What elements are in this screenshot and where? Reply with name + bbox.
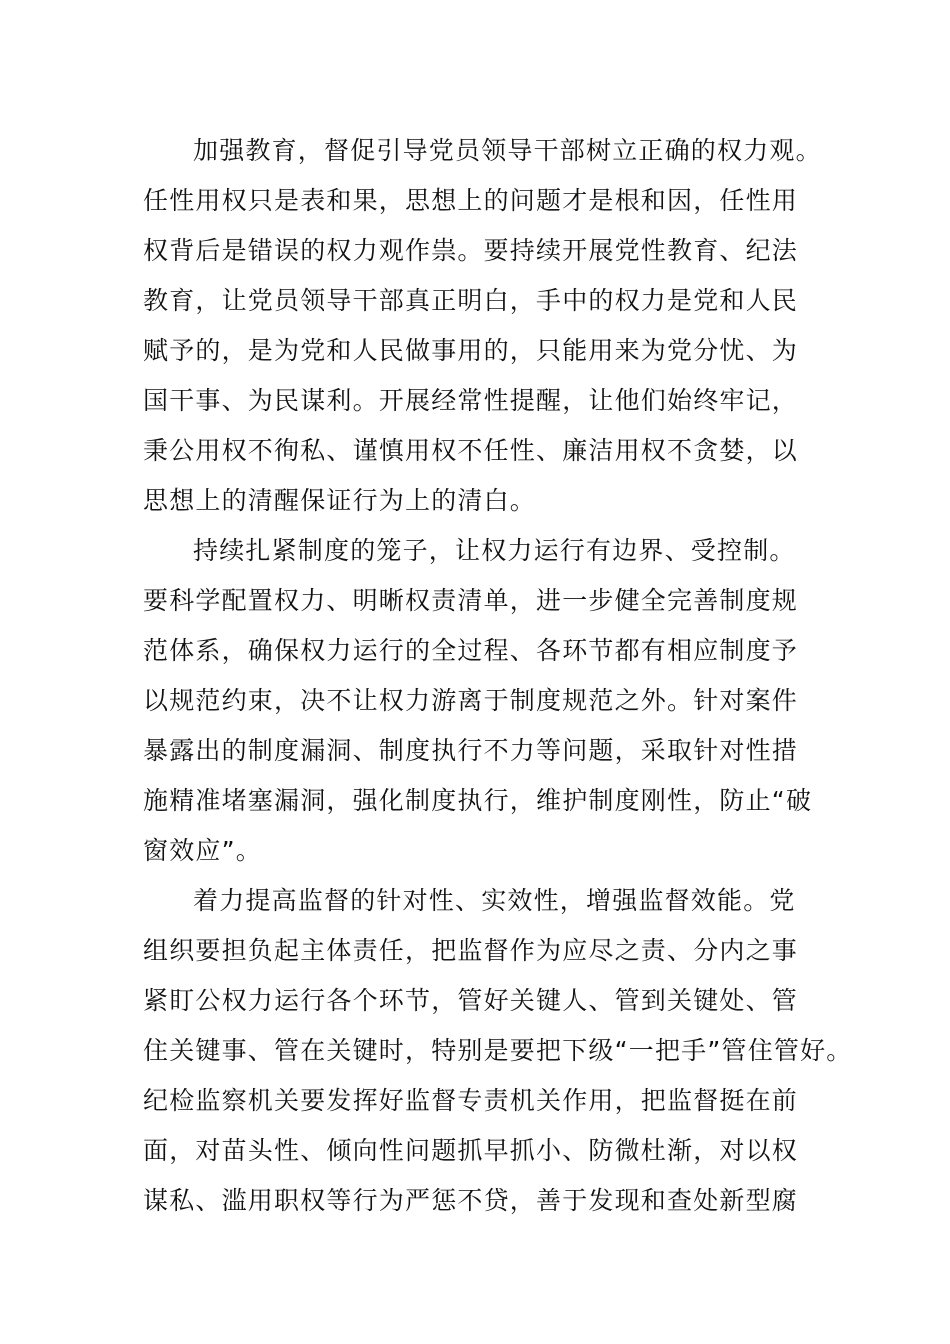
paragraph-power-education: [143, 126, 823, 526]
text-line: 组织要担负起主体责任，把监督作为应尽之责、分内之事: [143, 936, 799, 965]
text-line: 紧盯公权力运行各个环节，管好关键人、管到关键处、管: [143, 986, 799, 1015]
text-line: 赋予的，是为党和人民做事用的，只能用来为党分忧、为: [143, 336, 799, 365]
text-line: 秉公用权不徇私、谨慎用权不任性、廉洁用权不贪婪，以: [143, 436, 799, 465]
text-line: 暴露出的制度漏洞、制度执行不力等问题，采取针对性措: [143, 736, 799, 765]
text-line: 面，对苗头性、倾向性问题抓早抓小、防微杜渐，对以权: [143, 1136, 799, 1165]
text-line: 纪检监察机关要发挥好监督专责机关作用，把监督挺在前: [143, 1086, 799, 1115]
text-line: 以规范约束，决不让权力游离于制度规范之外。针对案件: [143, 686, 799, 715]
paragraph-institutional-cage: [143, 526, 823, 876]
text-line: 权背后是错误的权力观作祟。要持续开展党性教育、纪法: [143, 236, 799, 265]
text-line: 窗效应”。: [143, 836, 262, 865]
text-line: 加强教育，督促引导党员领导干部树立正确的权力观。: [193, 136, 822, 165]
text-line: 教育，让党员领导干部真正明白，手中的权力是党和人民: [143, 286, 799, 315]
text-line: 国干事、为民谋利。开展经常性提醒，让他们始终牢记，: [143, 386, 799, 415]
text-line: 范体系，确保权力运行的全过程、各环节都有相应制度予: [143, 636, 799, 665]
text-line: 任性用权只是表和果，思想上的问题才是根和因，任性用: [143, 186, 799, 215]
text-line: 持续扎紧制度的笼子，让权力运行有边界、受控制。: [193, 536, 796, 565]
text-line: 着力提高监督的针对性、实效性，增强监督效能。党: [193, 886, 796, 915]
text-line: 要科学配置权力、明晰权责清单，进一步健全完善制度规: [143, 586, 799, 615]
text-line: 住关键事、管在关键时，特别是要把下级“一把手”管住管好。: [143, 1036, 853, 1065]
document-body: [143, 126, 853, 1226]
paragraph-supervision-efficacy: [143, 876, 853, 1226]
text-line: 谋私、滥用职权等行为严惩不贷，善于发现和查处新型腐: [143, 1186, 799, 1215]
text-line: 施精准堵塞漏洞，强化制度执行，维护制度刚性，防止“破: [143, 786, 813, 815]
text-line: 思想上的清醒保证行为上的清白。: [143, 486, 537, 515]
